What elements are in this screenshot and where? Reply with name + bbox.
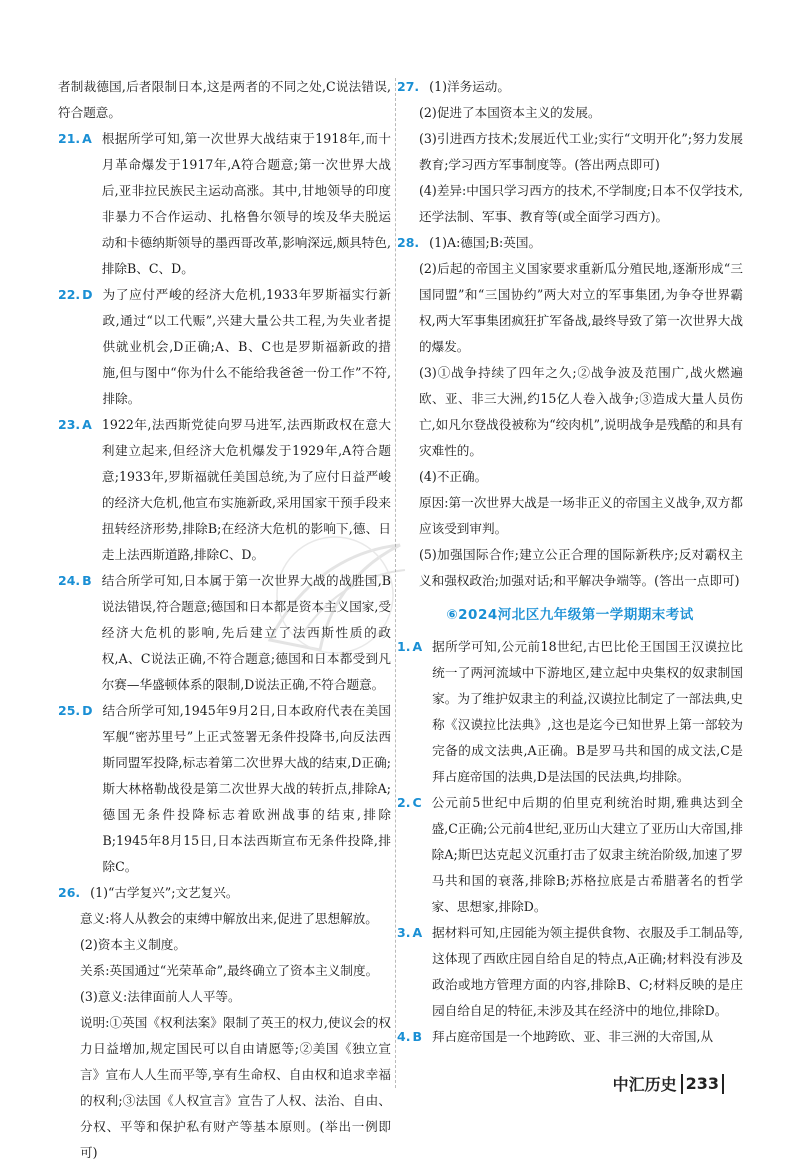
answer-text: 据所学可知,公元前18世纪,古巴比伦王国国王汉谟拉比统一了两河流域中下游地区,建立起中央集权的奴隶制国家。为了维护奴隶主的利益,汉谟拉比制定了一部法典,史称《汉谟拉比法典》,这也是迄今已知世界上第一部较为完备的成文法典,A正确。B是罗马共和国的成文法,C是拜占庭帝国的法典,D是法国的民法典,均排除。 (432, 639, 743, 784)
column-divider (395, 78, 396, 1088)
answer-sub-line: (3)意义:法律面前人人平等。 (80, 989, 241, 1004)
right-column (397, 74, 743, 1050)
answer-text: (1)洋务运动。 (429, 79, 510, 94)
answer-23 (58, 412, 391, 568)
answer-number: 24. B (58, 573, 92, 588)
left-column (58, 74, 391, 1166)
answer-number: 28. (397, 235, 420, 250)
answer-sub-line: 原因:第一次世界大战是一场非正义的帝国主义战争,双方都应该受到审判。 (419, 495, 743, 536)
answer-text: 据材料可知,庄园能为领主提供食物、衣服及手工制品等,这体现了西欧庄园自给自足的特点,A正确;材料没有涉及政治或地方管理方面的内容,排除B、C;材料反映的是庄园自给自足的特征,未涉及其在经济中的地位,排除D。 (432, 925, 743, 1018)
answer-sub-line: (4)差异:中国只学习西方的技术,不学制度;日本不仅学技术,还学法制、军事、教育等(或全面学习西方)。 (419, 183, 743, 224)
answer-number: 2. C (397, 795, 422, 810)
answer-sub-line: (2)后起的帝国主义国家要求重新瓜分殖民地,逐渐形成“三国同盟”和“三国协约”两大对立的军事集团,为争夺世界霸权,两大军事集团疯狂扩军备战,最终导致了第一次世界大战的爆发。 (419, 261, 743, 354)
answer-26 (58, 880, 391, 906)
answer-number: 23. A (58, 417, 92, 432)
left-continuation: 者制裁德国,后者限制日本,这是两者的不同之处,C说法错误,符合题意。 (58, 79, 391, 120)
answer-text: 1922年,法西斯党徒向罗马进军,法西斯政权在意大利建立起来,但经济大危机爆发于1929年,A符合题意;1933年,罗斯福就任美国总统,为了应付日益严峻的经济大危机,他宣布实施新政,采用国家干预手段来扭转经济形势,排除B;在经济大危机的影响下,德、日走上法西斯道路,排除C、D。 (101, 417, 391, 562)
answer-24 (58, 568, 391, 698)
footer-subject: 中汇历史 (612, 1075, 677, 1094)
answer-number: 26. (58, 885, 81, 900)
answer-text: 公元前5世纪中后期的伯里克利统治时期,雅典达到全盛,C正确;公元前4世纪,亚历山大建立了亚历山大帝国,排除A;斯巴达克起义沉重打击了奴隶主统治阶级,加速了罗马共和国的衰落,排除B;苏格拉底是古希腊著名的哲学家、思想家,排除D。 (431, 795, 743, 914)
answer-number: 27. (397, 79, 420, 94)
answer-21 (58, 126, 391, 282)
answer-sub-line: (5)加强国际合作;建立公正合理的国际新秩序;反对霸权主义和强权政治;加强对话;和平解决争端等。(答出一点即可) (419, 547, 743, 588)
page-footer (613, 1072, 724, 1095)
answer-text: 为了应付严峻的经济大危机,1933年罗斯福实行新政,通过“以工代赈”,兴建大量公共工程,为失业者提供就业机会,D正确;A、B、C也是罗斯福新政的措施,但与图中“你为什么不能给我爸爸一份工作”不符,排除。 (102, 287, 391, 406)
answer-sub-line: (2)资本主义制度。 (80, 937, 186, 952)
answer-3 (397, 920, 743, 1024)
answer-25 (58, 698, 391, 880)
answer-number: 22. D (58, 287, 93, 302)
answer-number: 3. A (397, 925, 423, 940)
answer-number: 4. B (397, 1029, 422, 1044)
answer-text: 根据所学可知,第一次世界大战结束于1918年,而十月革命爆发于1917年,A符合题意;第一次世界大战后,亚非拉民族民主运动高涨。其中,甘地领导的印度非暴力不合作运动、扎格鲁尔领导的埃及华夫脱运动和卡德纳斯领导的墨西哥改革,影响深远,颇具特色,排除B、C、D。 (101, 131, 391, 276)
answer-text: (1)“古学复兴”;文艺复兴。 (90, 885, 239, 900)
answer-sub-line: (4)不正确。 (419, 469, 488, 484)
section-heading: ⑥2024河北区九年级第一学期期末考试 (446, 607, 694, 623)
page-number: 233 (681, 1074, 724, 1094)
answer-text: 拜占庭帝国是一个地跨欧、亚、非三洲的大帝国,从 (431, 1029, 714, 1044)
answer-4 (397, 1024, 743, 1050)
answer-sub-line: (3)引进西方技术;发展近代工业;实行“文明开化”;努力发展教育;学习西方军事制度等。(答出两点即可) (419, 131, 743, 172)
answer-28 (397, 230, 743, 256)
answer-sub-line: (3)①战争持续了四年之久;②战争波及范围广,战火燃遍欧、亚、非三大洲,约15亿人卷入战争;③造成大量人员伤亡,如凡尔登战役被称为“绞肉机”,说明战争是残酷的和具有灾难性的。 (419, 365, 743, 458)
answer-1 (397, 634, 743, 790)
answer-number: 1. A (397, 639, 423, 654)
answer-text: 结合所学可知,1945年9月2日,日本政府代表在美国军舰“密苏里号”上正式签署无条件投降书,向反法西斯同盟军投降,标志着第二次世界大战的结束,D正确;斯大林格勒战役是第二次世界大战的转折点,排除A;德国无条件投降标志着欧洲战事的结束,排除B;1945年8月15日,日本法西斯宣布无条件投降,排除C。 (102, 703, 391, 874)
answer-sub-line: 说明:①英国《权利法案》限制了英王的权力,使议会的权力日益增加,规定国民可以自由请愿等;②美国《独立宣言》宣布人人生而平等,享有生命权、自由权和追求幸福的权利;③法国《人权宣言》宣告了人权、法治、自由、分权、平等和保护私有财产等基本原则。(举出一例即可) (80, 1015, 391, 1160)
answer-text: 结合所学可知,日本属于第一次世界大战的战胜国,B说法错误,符合题意;德国和日本都是资本主义国家,受经济大危机的影响,先后建立了法西斯性质的政权,A、C说法正确,不符合题意;德国和日本都受到凡尔赛—华盛顿体系的限制,D说法正确,不符合题意。 (101, 573, 391, 692)
answer-number: 21. A (58, 131, 92, 146)
answer-27 (397, 74, 743, 100)
answer-sub-line: (2)促进了本国资本主义的发展。 (419, 105, 601, 120)
answer-number: 25. D (58, 703, 93, 718)
answer-sub-line: 意义:将人从教会的束缚中解放出来,促进了思想解放。 (80, 911, 378, 926)
answer-2 (397, 790, 743, 920)
answer-22 (58, 282, 391, 412)
answer-sub-line: 关系:英国通过“光荣革命”,最终确立了资本主义制度。 (80, 963, 379, 978)
answer-text: (1)A:德国;B:英国。 (429, 235, 542, 250)
